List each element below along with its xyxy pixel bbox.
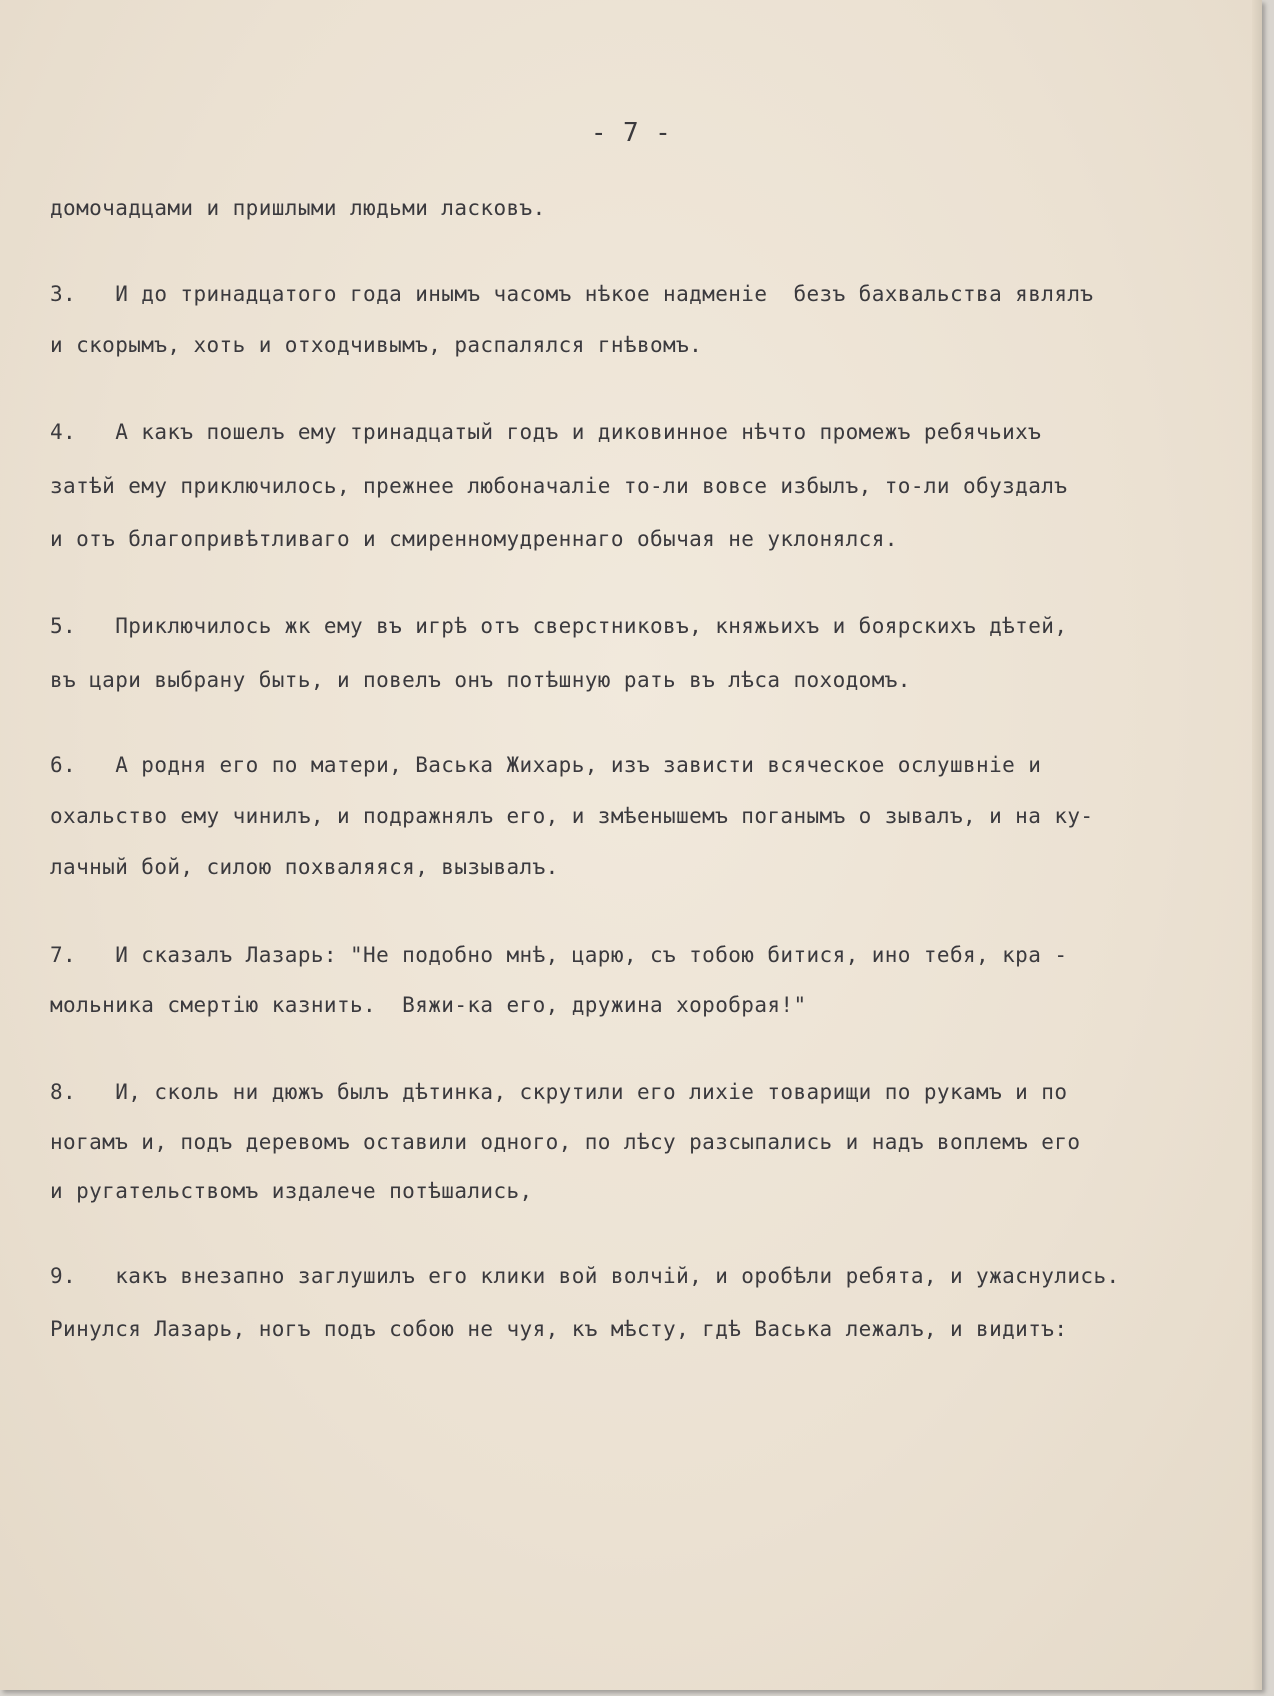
text-line: 5. Приключилось жк ему въ игрѣ отъ сверстниковъ, княжьихъ и боярскихъ дѣтей,: [50, 614, 1068, 638]
text-line: 3. И до тринадцатого года инымъ часомъ нѣкое надменіе безъ бахвальства являлъ: [50, 282, 1094, 306]
text-line: въ цари выбрану быть, и повелъ онъ потѣшную рать въ лѣса походомъ.: [50, 668, 911, 692]
text-line: мольника смертію казнить. Вяжи-ка его, дружина хоробрая!": [50, 993, 807, 1017]
text-line: затѣй ему приключилось, прежнее любоначаліе то-ли вовсе избылъ, то-ли обуздалъ: [50, 474, 1068, 498]
text-line: и отъ благопривѣтливаго и смиренномудреннаго обычая не уклонялся.: [50, 527, 898, 551]
text-line: домочадцами и пришлыми людьми ласковъ.: [50, 196, 546, 220]
text-line: Ринулся Лазарь, ногъ подъ собою не чуя, къ мѣсту, гдѣ Васька лежалъ, и видитъ:: [50, 1317, 1068, 1341]
text-line: 6. А родня его по матери, Васька Жихарь, изъ зависти всяческое ослушвніе и: [50, 753, 1042, 777]
paper-edge: [1252, 0, 1262, 1690]
text-line: 8. И, сколь ни дюжъ былъ дѣтинка, скрутили его лихіе товарищи по рукамъ и по: [50, 1080, 1068, 1104]
text-line: 4. А какъ пошелъ ему тринадцатый годъ и диковинное нѣчто промежъ ребячьихъ: [50, 420, 1042, 444]
text-line: ногамъ и, подъ деревомъ оставили одного, по лѣсу разсыпались и надъ воплемъ его: [50, 1130, 1081, 1154]
text-line: и скорымъ, хоть и отходчивымъ, распалялся гнѣвомъ.: [50, 333, 703, 357]
text-line: лачный бой, силою похваляяся, вызывалъ.: [50, 855, 559, 879]
text-line: 9. какъ внезапно заглушилъ его клики вой волчій, и оробѣли ребята, и ужаснулись.: [50, 1264, 1120, 1288]
text-line: 7. И сказалъ Лазарь: "Не подобно мнѣ, царю, съ тобою битися, ино тебя, кра -: [50, 943, 1068, 967]
text-line: охальство ему чинилъ, и подражнялъ его, и змѣенышемъ поганымъ о зывалъ, и на ку-: [50, 804, 1094, 828]
page-number: - 7 -: [590, 118, 672, 148]
text-line: и ругательствомъ издалече потѣшались,: [50, 1179, 533, 1203]
